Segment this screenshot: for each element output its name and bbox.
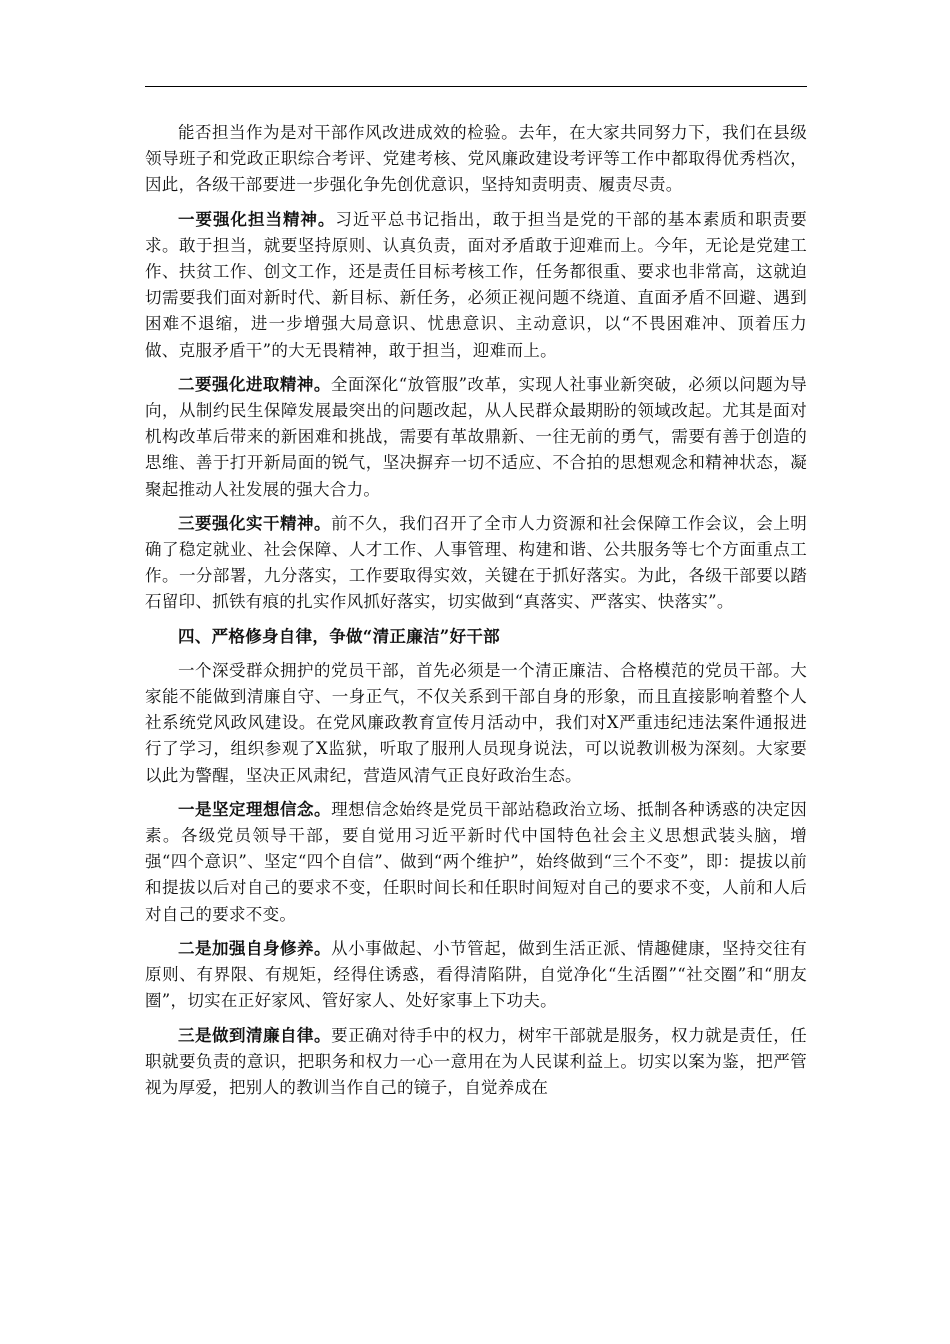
document-body: [145, 120, 807, 1109]
header-rule: [145, 86, 807, 87]
paragraph-lead: 二是加强自身修养。: [178, 938, 332, 958]
paragraph-text: 前不久，我们召开了全市人力资源和社会保障工作会议，会上明确了稳定就业、社会保障、人才工作、人事管理、构建和谐、公共服务等七个方面重点工作。一分部署，九分落实，工作要取得实效，关键在于抓好落实。为此，各级干部要以踏石留印、抓铁有痕的扎实作风抓好落实，切实做到“真落实、严落实、快落实”。: [145, 513, 808, 612]
paragraph-lead: 一要强化担当精神。: [178, 209, 336, 229]
paragraph-lead: 一是坚定理想信念。: [178, 799, 332, 819]
paragraph-enterprising: [145, 372, 807, 503]
paragraph-text: 全面深化“放管服”改革，实现人社事业新突破，必须以问题为导向，从制约民生保障发展最突出的问题改起，从人民群众最期盼的领域改起。尤其是面对机构改革后带来的新困难和挑战，需要有革故鼎新、一往无前的勇气，需要有善于创造的思维、善于打开新局面的锐气，坚决摒弃一切不适应、不合拍的思想观念和精神状态，凝聚起推动人社发展的强大合力。: [145, 374, 807, 499]
paragraph-text: 能否担当作为是对干部作风改进成效的检验。去年，在大家共同努力下，我们在县级领导班子和党政正职综合考评、党建考核、党风廉政建设考评等工作中都取得优秀档次，因此，各级干部要进一步强化争先创优意识，坚持知责明责、履责尽责。: [145, 123, 807, 195]
section-heading: 四、严格修身自律，争做“清正廉洁”好干部: [178, 626, 500, 646]
paragraph-integrity-intro: [145, 658, 807, 789]
paragraph-text: 要正确对待手中的权力，树牢干部就是服务，权力就是责任，任职就要负责的意识，把职务和权力一心一意用在为人民谋利益上。切实以案为鉴，把严管视为厚爱，把别人的教训当作自己的镜子，自觉养成在: [145, 1025, 808, 1097]
paragraph-self-discipline: [145, 1023, 807, 1102]
paragraph-self-cultivation: [145, 936, 807, 1015]
paragraph-lead: 三是做到清廉自律。: [178, 1025, 332, 1045]
paragraph-text: 习近平总书记指出，敢于担当是党的干部的基本素质和职责要求。敢于担当，就要坚持原则、认真负责，面对矛盾敢于迎难而上。今年，无论是党建工作、扶贫工作、创文工作，还是责任目标考核工作，任务都很重、要求也非常高，这就迫切需要我们面对新时代、新目标、新任务，必须正视问题不绕道、直面矛盾不回避、遇到困难不退缩，进一步增强大局意识、忧患意识、主动意识，以“不畏困难冲、顶着压力做、克服矛盾干”的大无畏精神，敢于担当，迎难而上。: [145, 209, 807, 360]
paragraph-ideals: [145, 797, 807, 928]
paragraph-text: 一个深受群众拥护的党员干部，首先必须是一个清正廉洁、合格模范的党员干部。大家能不能做到清廉自守、一身正气，不仅关系到干部自身的形象，而且直接影响着整个人社系统党风政风建设。在党风廉政教育宣传月活动中，我们对X严重违纪违法案件通报进行了学习，组织参观了X监狱，听取了服刑人员现身说法，可以说教训极为深刻。大家要以此为警醒，坚决正风肃纪，营造风清气正良好政治生态。: [145, 660, 807, 785]
paragraph-text: 从小事做起、小节管起，做到生活正派、情趣健康，坚持交往有原则、有界限、有规矩，经得住诱惑，看得清陷阱，自觉净化“生活圈”“社交圈”和“朋友圈”，切实在正好家风、管好家人、处好家事上下功夫。: [145, 938, 808, 1011]
paragraph-lead: 三要强化实干精神。: [178, 513, 332, 533]
paragraph-responsibility: [145, 207, 807, 364]
paragraph-intro: [145, 120, 807, 199]
paragraph-text: 理想信念始终是党员干部站稳政治立场、抵制各种诱惑的决定因素。各级党员领导干部，要自觉用习近平新时代中国特色社会主义思想武装头脑，增强“四个意识”、坚定“四个自信”、做到“两个维护”，始终做到“三个不变”，即：提拔以前和提拔以后对自己的要求不变，任职时间长和任职时间短对自己的要求不变，人前和人后对自己的要求不变。: [145, 799, 808, 924]
paragraph-practical: [145, 511, 807, 616]
paragraph-lead: 二要强化进取精神。: [178, 374, 331, 394]
